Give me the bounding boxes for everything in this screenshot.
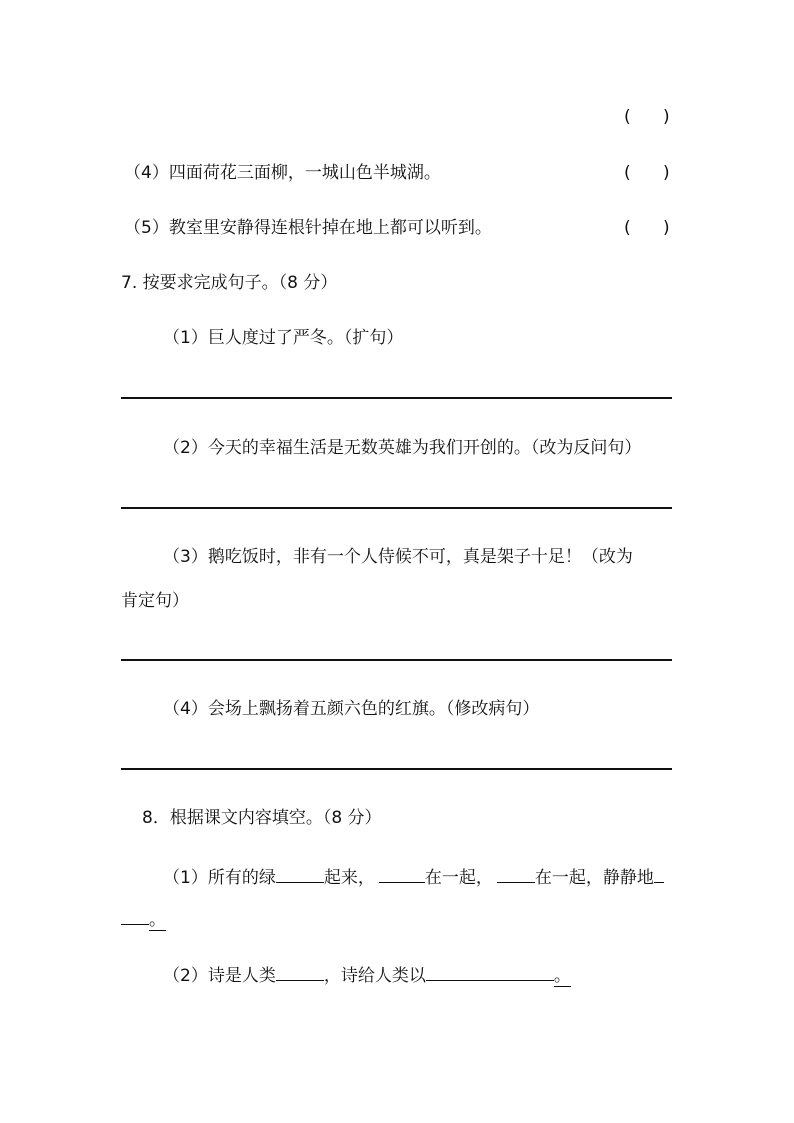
q8-item-1-part3: 在一起， <box>424 868 493 888</box>
fill-blank-3[interactable] <box>497 865 535 883</box>
answer-line-4[interactable] <box>121 768 672 770</box>
answer-line-2[interactable] <box>121 507 672 509</box>
answer-line-3[interactable] <box>121 659 672 661</box>
q8-item-1-prefix: （1）所有的绿 <box>163 868 276 888</box>
fill-blank-6[interactable] <box>426 963 554 981</box>
fill-blank-4a[interactable] <box>654 865 664 883</box>
q7-item-3-line1: （3）鹅吃饭时，非有一个人侍候不可，真是架子十足！（改为 <box>163 547 633 567</box>
q8-item-2-part2: ，诗给人类以 <box>323 966 426 986</box>
q6-item-4: （4）四面荷花三面柳，一城山色半城湖。 <box>124 163 441 183</box>
fill-blank-1[interactable] <box>276 865 324 883</box>
answer-paren-3[interactable]: ( ) <box>624 107 670 127</box>
q8-item-1-part2: 起来， <box>323 868 375 888</box>
q8-item-1 <box>163 865 664 887</box>
answer-paren-5[interactable]: ( ) <box>624 218 670 238</box>
q8-title: 8．根据课文内容填空。（8 分） <box>142 808 382 828</box>
q7-item-2: （2）今天的幸福生活是无数英雄为我们开创的。（改为反问句） <box>163 438 642 458</box>
q7-item-4: （4）会场上飘扬着五颜六色的红旗。（修改病句） <box>163 699 540 719</box>
q8-item-1-cont <box>121 907 166 929</box>
q8-item-1-part4: 在一起，静静地 <box>534 868 654 888</box>
answer-paren-4[interactable]: ( ) <box>624 163 670 183</box>
q8-item-1-end: 。 <box>149 910 166 930</box>
fill-blank-4b[interactable] <box>121 907 149 925</box>
q7-item-3-line2: 肯定句） <box>121 591 189 611</box>
q8-item-2-end: 。 <box>553 966 571 986</box>
q7-item-1: （1）巨人度过了严冬。（扩句） <box>163 328 404 348</box>
q8-item-2-prefix: （2）诗是人类 <box>163 966 276 986</box>
q6-item-5: （5）教室里安静得连根针掉在地上都可以听到。 <box>124 218 492 238</box>
fill-blank-2[interactable] <box>379 865 425 883</box>
fill-blank-5[interactable] <box>276 963 324 981</box>
q7-title: 7. 按要求完成句子。（8 分） <box>121 273 338 293</box>
answer-line-1[interactable] <box>121 397 672 399</box>
q8-item-2 <box>163 963 571 985</box>
